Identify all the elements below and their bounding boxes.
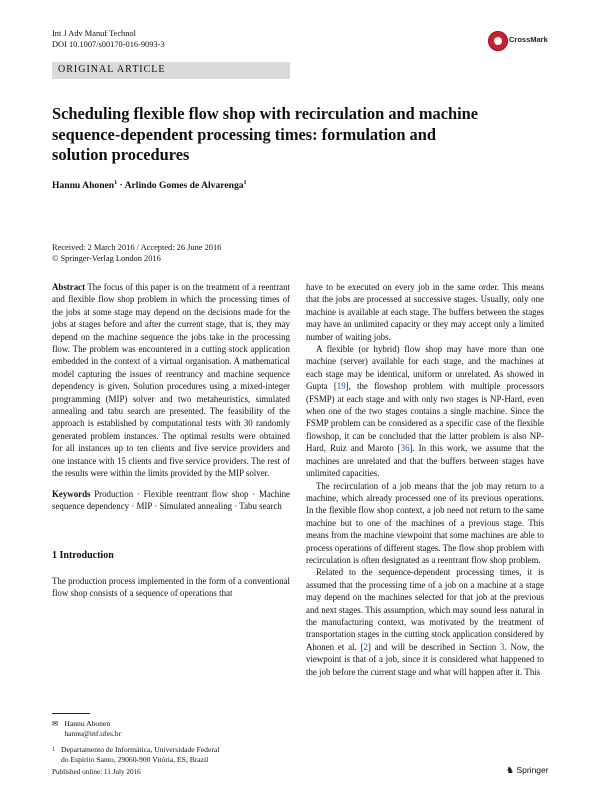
citation-36[interactable]: 36 (400, 443, 410, 454)
publisher-name: Springer (516, 765, 549, 775)
corresponding-name: Hannu Ahonen (64, 719, 111, 728)
paragraph-4 (306, 566, 544, 678)
keywords-label: Keywords (52, 488, 91, 499)
crossmark-icon (488, 31, 508, 51)
envelope-icon: ✉ (52, 719, 59, 728)
paragraph-2-text-a: A flexible (or hybrid) flow shop may have more than one machine (server) available for each stage, and the machines at each stage may be identical, uniform or unrelated. As showed in Gupta [ (306, 344, 544, 392)
author-separator: · (117, 180, 125, 192)
paragraph-4-text-a: Related to the sequence-dependent processing times, it is assumed that the processing time of a job on a machine at a stage may depend on the machines selected for that job at the previous and next stages. This assumption, which may sound less natural in the manufacturing context, was motivated by the treatment of transportation stages in the cutting stock application considered by Ahonen et al. [ (306, 567, 544, 652)
left-column (52, 281, 290, 600)
corresponding-author (52, 719, 121, 739)
citation-2[interactable]: 2 (363, 641, 368, 652)
keywords-text: Production · Flexible reentrant flow shop · Machine sequence dependency · MIP · Simulated annealing · Tabu search (52, 488, 290, 511)
section-label: ORIGINAL ARTICLE (58, 64, 166, 75)
intro-paragraph: The production process implemented in the form of a conventional flow shop consists of a sequence of operations that (52, 575, 290, 599)
section-link-3[interactable]: 3 (500, 641, 505, 652)
affiliation-line-2: do Espírito Santo, 29060-900 Vitória, ES, Brazil (61, 755, 209, 764)
paragraph-2 (306, 343, 544, 479)
author-1-affil: 1 (114, 180, 118, 186)
affiliation-number: 1 (52, 747, 55, 753)
abstract-label: Abstract (52, 282, 86, 292)
paragraph-4-text-c: . Now, the viewpoint is that of a job, since it is considered what happened to the job before the current stage and what will happen after it. This (306, 641, 544, 677)
doi[interactable]: DOI 10.1007/s00170-016-9093-3 (52, 40, 165, 49)
journal-info (52, 28, 165, 50)
paragraph-1: have to be executed on every job in the same order. This means that the jobs are processed at successive stages. Usually, only one machine is available at each stage. The buffers between the stages may have an unlimited capacity or they may accept only a limited number of waiting jobs. (306, 282, 544, 342)
crossmark-badge[interactable] (488, 29, 550, 51)
affiliation (52, 745, 219, 765)
paragraph-2-text-b: ], the flowshop problem with multiple processors (FSMP) at each stage and with only two stages is NP-Hard, even when one of the two stages contains a single machine. Since the FSMP problem can be considered as a specific case of the flexible flowshop, it can be concluded that the latter problem is also NP-Hard, Ruiz and Maroto [ (306, 381, 544, 454)
abstract-text: The focus of this paper is on the treatment of a reentrant and flexible flow shop problem in which the processing times of the jobs at some stage may depend on the decisions made for the jobs at stages before and after the current stage, that is, they may depend on the machine sequence the jobs take in the processing flow. The problem was encountered in a cutting stock application embedded in the context of a virtual organisation. A mathematical model capturing the issues of reentrancy and machine sequence dependency is given. Solution procedures using a mixed-integer programming (MIP) solver and two metaheuristics, simulated annealing and tabu search are presented. The feasibility of the approach is established by computational tests with 30 randomly generated problem instances. The optimal results were obtained for all instances up to ten clients and five service providers and one instance with 15 clients and five service providers. The rest of the results were within the limits provided by the MIP solver. (52, 282, 290, 479)
citation-19[interactable]: 19 (336, 381, 346, 392)
author-2[interactable]: Arlindo Gomes de Alvarenga (124, 180, 244, 192)
crossmark-label: CrossMark (509, 35, 548, 44)
section-heading-introduction: 1 Introduction (52, 550, 114, 562)
received-accepted: Received: 2 March 2016 / Accepted: 26 June 2016 (52, 243, 222, 252)
affiliation-line-1: Departamento de Informática, Universidade Federal (61, 745, 220, 754)
author-list (52, 180, 247, 191)
author-1[interactable]: Hannu Ahonen (52, 180, 115, 192)
paper-title: Scheduling flexible flow shop with recirculation and machine sequence-dependent processing times: formulation and solution procedures (52, 104, 479, 164)
abstract (52, 281, 290, 480)
journal-name: Int J Adv Manuf Technol (52, 29, 136, 38)
paragraph-2-text-c: ]. In this work, we assume that the machines are unrelated and that the buffers between stages have unlimited capacities. (306, 443, 544, 479)
right-column (306, 281, 544, 678)
article-dates (52, 242, 221, 264)
paragraph-4-text-b: ] and will be described in Section (367, 641, 500, 652)
author-2-affil: 1 (243, 180, 247, 186)
copyright: © Springer-Verlag London 2016 (52, 254, 161, 263)
keywords (52, 488, 290, 513)
springer-horse-icon: ♞ (506, 765, 515, 775)
corresponding-email[interactable]: hannu@inf.ufes.br (64, 729, 122, 738)
section-banner (52, 62, 290, 79)
published-online: Published online: 11 July 2016 (52, 768, 141, 776)
footnote-divider (52, 713, 90, 714)
publisher-logo (506, 765, 549, 776)
paragraph-3: The recirculation of a job means that the job may return to a machine, which already processed one of its previous operations. In the flexible flow shop context, a job need not return to the same machine but to one of the machines of a previous stage. This means from the machine viewpoint that some machines are able to process operations of different stages. The flow shop problem with recirculation is often designated as a reentrant flow shop problem. (306, 480, 544, 565)
